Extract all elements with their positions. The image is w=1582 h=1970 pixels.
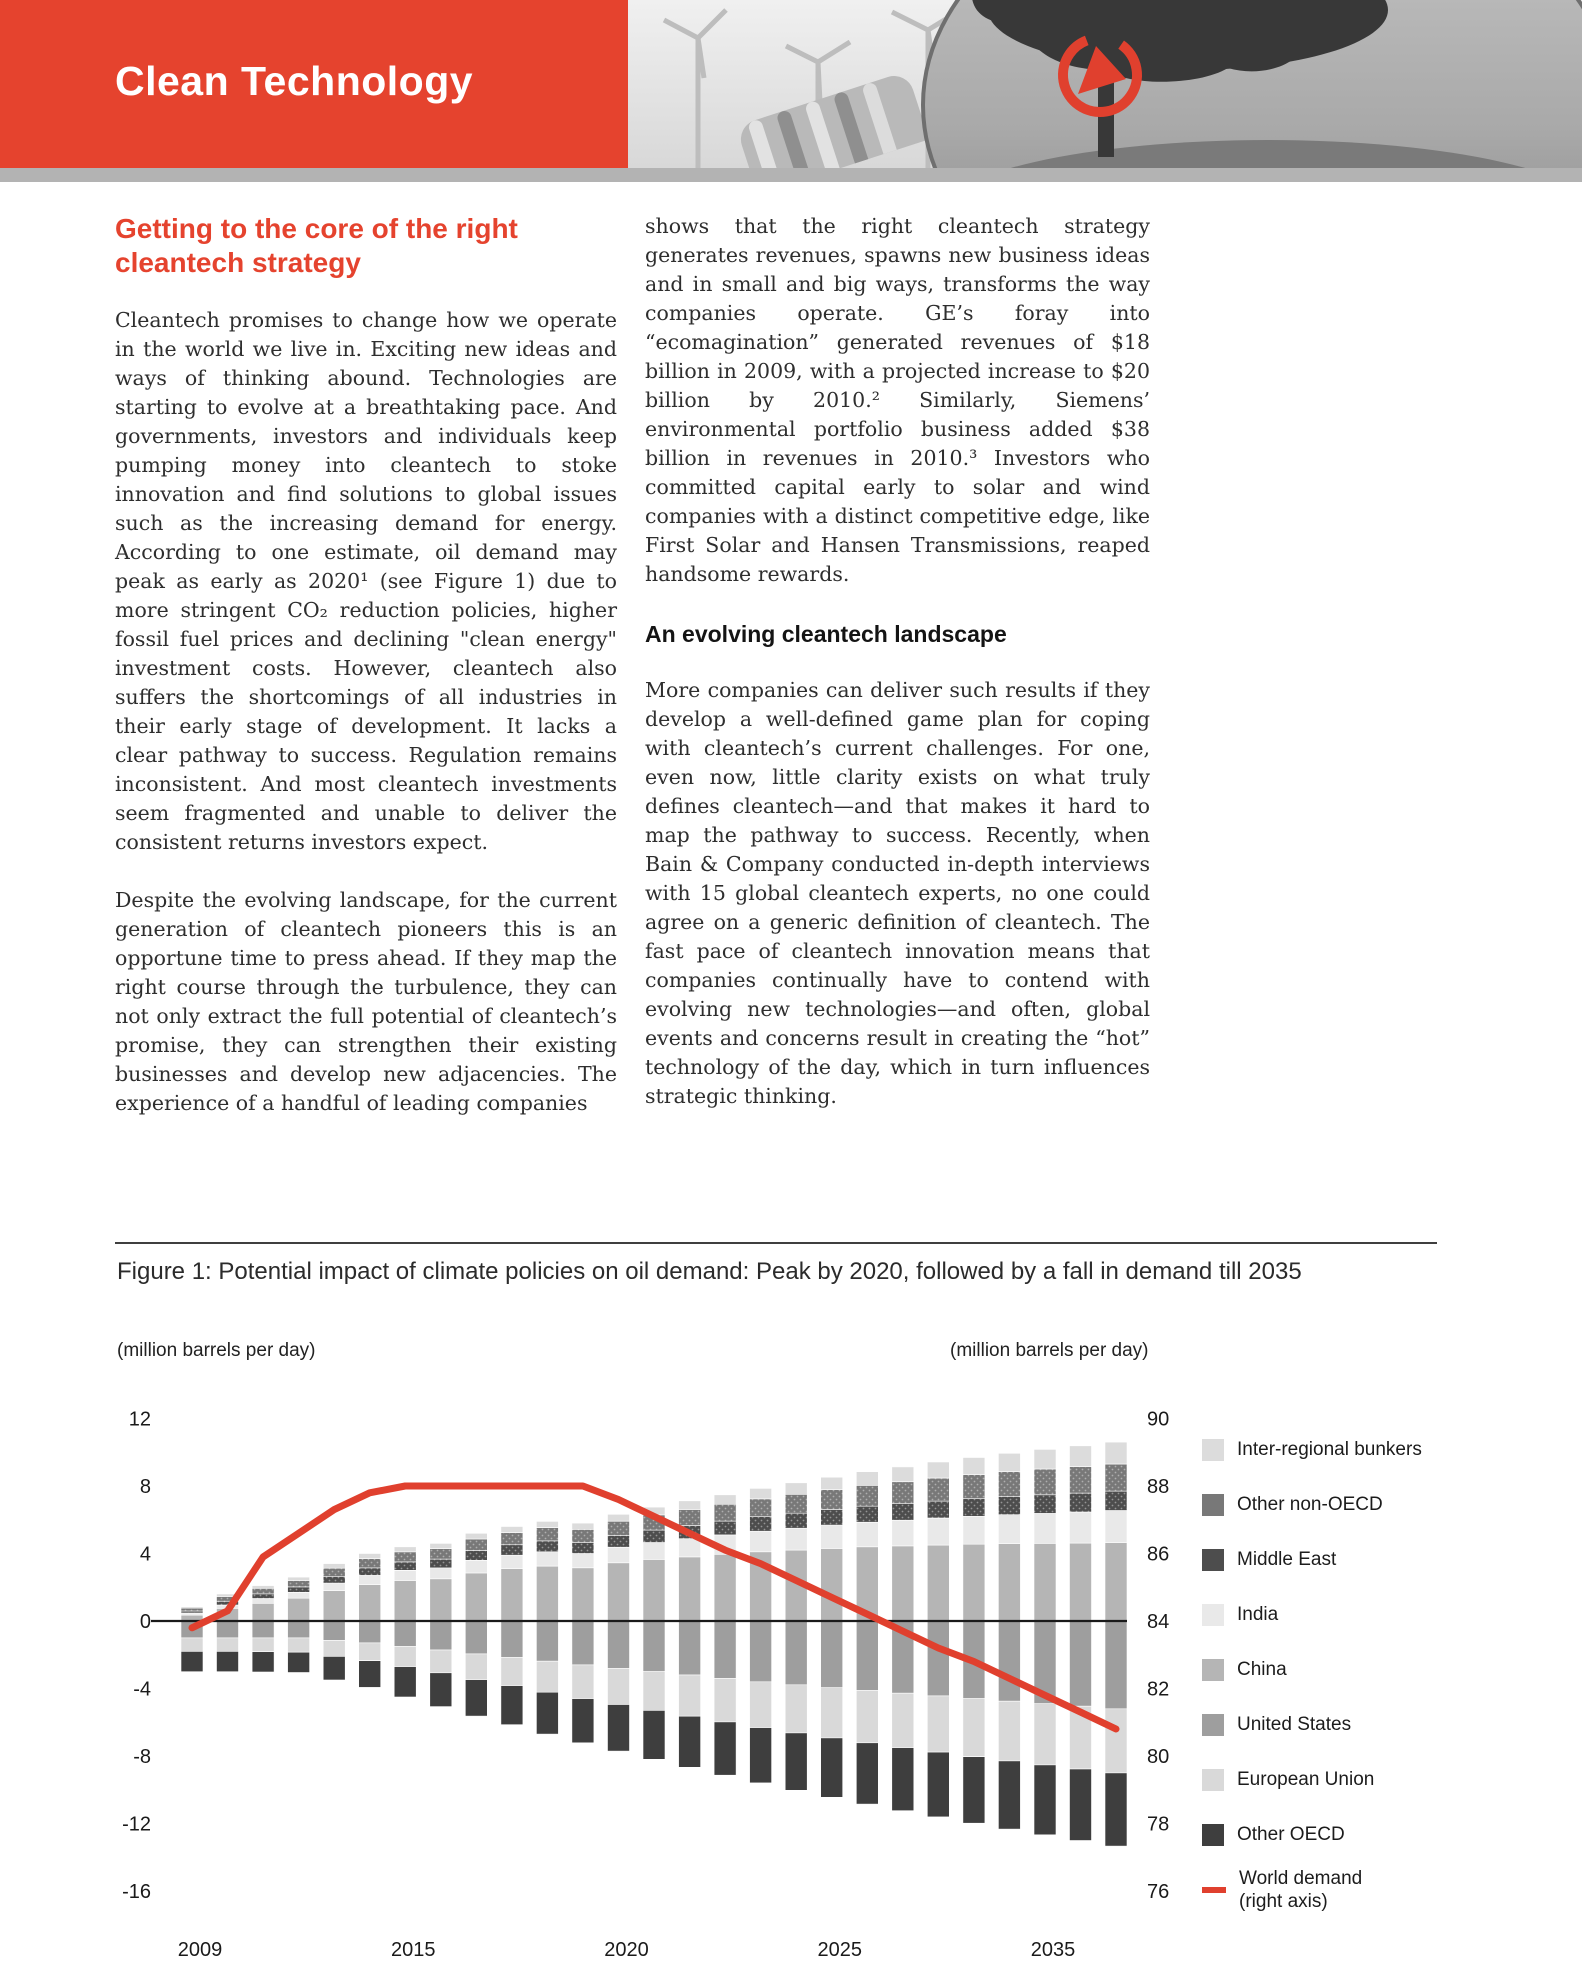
- bar-segment: [1070, 1543, 1092, 1621]
- x-axis-tick-label: 2015: [390, 1939, 436, 1961]
- legend-color-swatch: [1202, 1439, 1224, 1461]
- bar-segment: [785, 1528, 807, 1550]
- bar-segment: [501, 1545, 523, 1556]
- left-axis-tick-label: -4: [133, 1678, 151, 1701]
- bar-segment: [714, 1554, 736, 1621]
- bar-segment: [536, 1566, 558, 1621]
- bar-segment: [465, 1680, 487, 1717]
- legend-label: India: [1237, 1604, 1279, 1625]
- bar-segment: [1105, 1464, 1127, 1491]
- bar-segment: [1105, 1511, 1127, 1543]
- figure-caption: Figure 1: Potential impact of climate policies on oil demand: Peak by 2020, followed by a fall in demand till 2035: [117, 1258, 1302, 1285]
- bar-segment: [501, 1527, 523, 1533]
- bar-segment: [181, 1608, 203, 1611]
- bar-segment: [608, 1521, 630, 1535]
- bar-segment: [288, 1598, 310, 1621]
- bar-segment: [572, 1523, 594, 1529]
- bar-segment: [892, 1693, 914, 1747]
- bar-segment: [785, 1494, 807, 1513]
- bar-segment: [1070, 1769, 1092, 1841]
- bar-segment: [1070, 1621, 1092, 1706]
- bar-segment: [1034, 1469, 1056, 1495]
- bar-segment: [679, 1510, 701, 1526]
- bar-segment: [572, 1665, 594, 1699]
- header-divider-strip: [0, 168, 1582, 182]
- bar-segment: [359, 1575, 381, 1584]
- paragraph: Despite the evolving landscape, for the current generation of cleantech pioneers this is an opportune time to press ahead. If they map the right course through the turbulence, they can not only extract the full potential of cleantech’s promise, they can strengthen their existing businesses and develop new adjacencies. The experience of a handful of leading companies: [115, 888, 617, 1115]
- bar-segment: [750, 1621, 772, 1682]
- bar-segment: [359, 1621, 381, 1643]
- bar-segment: [323, 1564, 345, 1569]
- bar-segment: [323, 1576, 345, 1583]
- bar-segment: [750, 1531, 772, 1552]
- bar-segment: [536, 1661, 558, 1692]
- legend-item: [1202, 1752, 1452, 1807]
- bar-segment: [572, 1699, 594, 1743]
- bar-segment: [252, 1621, 274, 1638]
- bar-segment: [785, 1513, 807, 1528]
- bar-segment: [181, 1638, 203, 1652]
- right-axis-tick-label: 88: [1147, 1476, 1170, 1498]
- bar-segment: [821, 1510, 843, 1526]
- bar-segment: [465, 1621, 487, 1654]
- bar-segment: [892, 1748, 914, 1811]
- bar-segment: [785, 1685, 807, 1733]
- bar-segment: [643, 1672, 665, 1711]
- right-axis-tick-label: 78: [1147, 1813, 1170, 1836]
- bar-segment: [465, 1654, 487, 1680]
- bar-segment: [536, 1621, 558, 1661]
- bar-segment: [714, 1504, 736, 1521]
- bar-segment: [252, 1588, 274, 1594]
- bar-segment: [217, 1651, 239, 1671]
- bar-segment: [821, 1548, 843, 1621]
- bar-segment: [998, 1472, 1020, 1497]
- legend-item: [1202, 1422, 1452, 1477]
- x-axis-tick-label: 2035: [1030, 1939, 1076, 1961]
- bar-segment: [1105, 1442, 1127, 1464]
- bar-segment: [359, 1559, 381, 1568]
- bar-segment: [679, 1501, 701, 1510]
- bar-segment: [750, 1517, 772, 1532]
- bar-segment: [714, 1495, 736, 1505]
- bar-segment: [501, 1555, 523, 1569]
- legend-label: China: [1237, 1659, 1287, 1680]
- header-photo: [628, 0, 1582, 168]
- paragraph: More companies can deliver such results if they develop a well-defined game plan for coping with cleantech’s current challenges. For one, even now, little clarity exists on what truly defines cleantech—and that makes it hard to map the pathway to success. Recently, when Bain & Company conducted in-depth interviews with 15 global cleantech experts, no one could agree on a generic definition of cleantech. The fast pace of cleantech innovation means that companies continually have to contend with evolving new technologies—and often, global events and concerns result in creating the “hot” technology of the day, which in turn influences strategic thinking.: [645, 678, 1150, 1108]
- bar-segment: [963, 1544, 985, 1621]
- bar-segment: [181, 1613, 203, 1615]
- bar-segment: [821, 1477, 843, 1490]
- legend-color-swatch: [1202, 1714, 1224, 1736]
- bar-segment: [679, 1557, 701, 1621]
- bar-segment: [536, 1692, 558, 1734]
- bar-segment: [394, 1621, 416, 1646]
- bar-segment: [679, 1716, 701, 1767]
- right-axis-tick-label: 82: [1147, 1678, 1170, 1701]
- legend-label: United States: [1237, 1714, 1352, 1735]
- bar-segment: [821, 1621, 843, 1688]
- bar-segment: [252, 1599, 274, 1604]
- bar-segment: [998, 1544, 1020, 1621]
- bar-segment: [963, 1699, 985, 1757]
- bar-segment: [608, 1547, 630, 1563]
- bar-segment: [963, 1516, 985, 1544]
- bar-segment: [252, 1586, 274, 1589]
- bar-segment: [359, 1585, 381, 1621]
- bar-segment: [998, 1621, 1020, 1701]
- bar-segment: [1070, 1493, 1092, 1512]
- bar-segment: [785, 1483, 807, 1495]
- bar-segment: [536, 1528, 558, 1541]
- bar-segment: [856, 1691, 878, 1743]
- bar-segment: [856, 1472, 878, 1486]
- bar-segment: [679, 1675, 701, 1716]
- x-axis-tick-label: 2020: [604, 1939, 649, 1961]
- bar-segment: [430, 1621, 452, 1650]
- bar-segment: [1105, 1543, 1127, 1622]
- left-axis-tick-label: 8: [139, 1476, 151, 1498]
- bar-segment: [1034, 1513, 1056, 1543]
- bar-segment: [856, 1485, 878, 1506]
- bar-segment: [394, 1570, 416, 1580]
- legend-item: [1202, 1862, 1452, 1917]
- bar-segment: [501, 1621, 523, 1657]
- bar-segment: [501, 1657, 523, 1685]
- bar-segment: [643, 1530, 665, 1543]
- bar-segment: [714, 1678, 736, 1722]
- bar-segment: [288, 1638, 310, 1652]
- bar-segment: [394, 1667, 416, 1697]
- right-axis-tick-label: 80: [1147, 1746, 1170, 1768]
- bar-segment: [252, 1603, 274, 1621]
- bar-segment: [998, 1497, 1020, 1515]
- figure-divider: [115, 1242, 1437, 1244]
- bar-segment: [288, 1577, 310, 1580]
- left-axis-tick-label: 0: [139, 1611, 151, 1633]
- bar-segment: [856, 1621, 878, 1691]
- bar-segment: [252, 1594, 274, 1599]
- right-axis-tick-label: 76: [1147, 1881, 1170, 1903]
- legend-item: [1202, 1697, 1452, 1752]
- bar-segment: [608, 1563, 630, 1621]
- bar-segment: [217, 1638, 239, 1652]
- bar-segment: [608, 1514, 630, 1521]
- bar-segment: [465, 1533, 487, 1539]
- legend-label: Inter-regional bunkers: [1237, 1439, 1422, 1460]
- bar-segment: [1034, 1704, 1056, 1765]
- bar-segment: [572, 1543, 594, 1554]
- bar-segment: [252, 1638, 274, 1652]
- bar-segment: [643, 1559, 665, 1621]
- right-axis-tick-label: 86: [1147, 1543, 1170, 1566]
- bar-segment: [217, 1621, 239, 1638]
- bar-segment: [714, 1621, 736, 1678]
- bar-segment: [323, 1621, 345, 1640]
- header-banner: [0, 0, 628, 168]
- bar-segment: [785, 1733, 807, 1790]
- x-axis-tick-label: 2025: [817, 1939, 862, 1961]
- section-subheading: An evolving cleantech landscape: [645, 621, 1007, 647]
- bar-segment: [394, 1562, 416, 1570]
- legend-item: [1202, 1807, 1452, 1862]
- bar-segment: [323, 1591, 345, 1621]
- legend-color-swatch: [1202, 1769, 1224, 1791]
- bar-segment: [181, 1607, 203, 1608]
- bar-segment: [998, 1515, 1020, 1544]
- bar-segment: [1105, 1773, 1127, 1846]
- left-axis-tick-label: -16: [122, 1881, 151, 1903]
- right-axis-tick-label: 84: [1147, 1611, 1170, 1633]
- bar-segment: [927, 1621, 949, 1696]
- legend-label: Other non-OECD: [1237, 1494, 1383, 1515]
- bar-segment: [856, 1743, 878, 1804]
- bar-segment: [821, 1738, 843, 1797]
- bar-segment: [430, 1549, 452, 1560]
- bar-segment: [608, 1668, 630, 1704]
- bar-segment: [963, 1757, 985, 1824]
- bar-segment: [643, 1710, 665, 1759]
- bar-segment: [323, 1583, 345, 1591]
- bar-segment: [1070, 1446, 1092, 1467]
- bar-segment: [963, 1458, 985, 1475]
- bar-segment: [821, 1490, 843, 1510]
- bar-segment: [252, 1652, 274, 1672]
- bar-segment: [927, 1462, 949, 1478]
- bar-segment: [1034, 1543, 1056, 1621]
- bar-segment: [608, 1535, 630, 1547]
- legend-color-swatch: [1202, 1604, 1224, 1626]
- bar-segment: [750, 1682, 772, 1728]
- bar-segment: [892, 1546, 914, 1621]
- bar-segment: [359, 1554, 381, 1559]
- bar-segment: [1105, 1709, 1127, 1773]
- chart-legend: [1202, 1422, 1452, 1917]
- paragraph: shows that the right cleantech strategy generates revenues, spawns new business ideas and in small and big ways, transforms the way companies operate. GE’s foray into “ecomagination” generated revenues of $18 billion in 2009, with a projected increase to $20 billion by 2010.² Similarly, Siemens’ environmental portfolio business added $38 billion in revenues in 2010.³ Investors who committed capital early to solar and wind companies with a distinct competitive edge, like First Solar and Hansen Transmissions, reaped handsome rewards.: [645, 214, 1150, 586]
- bar-segment: [288, 1652, 310, 1672]
- figure-1: [115, 1242, 1460, 1970]
- bar-segment: [750, 1499, 772, 1517]
- bar-segment: [323, 1656, 345, 1680]
- bar-segment: [394, 1547, 416, 1552]
- left-axis-tick-label: 12: [128, 1408, 151, 1431]
- bar-segment: [927, 1518, 949, 1545]
- bar-segment: [430, 1650, 452, 1673]
- bar-segment: [181, 1651, 203, 1671]
- bar-segment: [963, 1475, 985, 1499]
- left-axis-tick-label: 4: [139, 1543, 151, 1566]
- bar-segment: [1034, 1495, 1056, 1514]
- bar-segment: [465, 1539, 487, 1551]
- bar-segment: [288, 1587, 310, 1592]
- bar-segment: [927, 1501, 949, 1518]
- bar-segment: [430, 1543, 452, 1548]
- bar-segment: [323, 1568, 345, 1576]
- bar-segment: [572, 1529, 594, 1542]
- bar-segment: [465, 1551, 487, 1561]
- bar-segment: [963, 1499, 985, 1517]
- bar-segment: [181, 1611, 203, 1613]
- legend-item: [1202, 1532, 1452, 1587]
- legend-label: Other OECD: [1237, 1824, 1345, 1845]
- bar-segment: [821, 1525, 843, 1548]
- bar-segment: [643, 1621, 665, 1672]
- bar-segment: [1105, 1621, 1127, 1709]
- bar-segment: [927, 1545, 949, 1621]
- legend-color-swatch: [1202, 1824, 1224, 1846]
- bar-segment: [572, 1568, 594, 1621]
- bar-segment: [430, 1568, 452, 1579]
- bar-segment: [679, 1621, 701, 1675]
- bar-segment: [359, 1643, 381, 1661]
- paragraph: Cleantech promises to change how we operate in the world we live in. Exciting new ideas and ways of thinking abound. Technologies are starting to evolve at a breathtaking pace. And governments, investors and individuals keep pumping money into cleantech to stoke innovation and find solutions to global issues such as the increasing demand for energy. According to one estimate, oil demand may peak as early as 2020¹ (see Figure 1) due to more stringent CO₂ reduction policies, higher fossil fuel prices and declining "clean energy" investment costs. However, cleantech also suffers the shortcomings of all industries in their early stage of development. It lacks a clear pathway to success. Regulation remains inconsistent. And most cleantech investments seem fragmented and unable to deliver the consistent returns investors expect.: [115, 308, 617, 854]
- bar-segment: [288, 1621, 310, 1638]
- bar-segment: [927, 1752, 949, 1817]
- article-heading: Getting to the core of the right cleantech strategy: [115, 213, 518, 278]
- article-right-column: [645, 212, 1150, 1140]
- bar-segment: [465, 1573, 487, 1621]
- bar-segment: [750, 1488, 772, 1499]
- bar-segment: [501, 1569, 523, 1621]
- bar-segment: [714, 1722, 736, 1775]
- bar-segment: [1070, 1512, 1092, 1543]
- bar-segment: [892, 1504, 914, 1521]
- bar-segment: [288, 1592, 310, 1598]
- bar-segment: [998, 1453, 1020, 1471]
- legend-color-swatch: [1202, 1494, 1224, 1516]
- bar-segment: [465, 1560, 487, 1573]
- legend-label: Middle East: [1237, 1549, 1337, 1570]
- bar-segment: [785, 1621, 807, 1685]
- bar-segment: [714, 1521, 736, 1535]
- bar-segment: [1034, 1765, 1056, 1835]
- bar-segment: [572, 1554, 594, 1568]
- legend-color-swatch: [1202, 1659, 1224, 1681]
- bar-segment: [998, 1761, 1020, 1829]
- article-left-column: [115, 212, 617, 1147]
- bar-segment: [643, 1543, 665, 1560]
- bar-segment: [430, 1579, 452, 1621]
- bar-segment: [679, 1539, 701, 1557]
- bar-segment: [892, 1520, 914, 1546]
- bar-segment: [750, 1728, 772, 1783]
- bar-segment: [927, 1696, 949, 1752]
- bar-segment: [856, 1506, 878, 1522]
- legend-item: [1202, 1642, 1452, 1697]
- bar-segment: [501, 1533, 523, 1545]
- bar-segment: [572, 1621, 594, 1665]
- bar-segment: [998, 1701, 1020, 1761]
- x-axis-tick-label: 2009: [177, 1939, 223, 1961]
- bar-segment: [1105, 1491, 1127, 1510]
- legend-color-swatch: [1202, 1549, 1224, 1571]
- bar-segment: [323, 1640, 345, 1656]
- bar-segment: [927, 1478, 949, 1501]
- bar-segment: [394, 1552, 416, 1562]
- page-title: Clean Technology: [115, 58, 474, 104]
- legend-label: World demand (right axis): [1239, 1867, 1363, 1912]
- bar-segment: [359, 1661, 381, 1688]
- legend-item: [1202, 1477, 1452, 1532]
- bar-segment: [608, 1705, 630, 1752]
- bar-segment: [359, 1568, 381, 1576]
- legend-line-swatch: [1202, 1887, 1226, 1893]
- bar-segment: [394, 1581, 416, 1622]
- right-axis-tick-label: 90: [1147, 1408, 1170, 1431]
- bar-segment: [288, 1581, 310, 1587]
- legend-label: European Union: [1237, 1769, 1375, 1790]
- bar-segment: [536, 1541, 558, 1552]
- bar-segment: [536, 1521, 558, 1527]
- bar-segment: [1070, 1467, 1092, 1494]
- bar-segment: [536, 1552, 558, 1566]
- bar-segment: [1034, 1449, 1056, 1469]
- bar-segment: [430, 1673, 452, 1707]
- left-axis-tick-label: -12: [122, 1813, 151, 1836]
- bar-segment: [394, 1646, 416, 1666]
- bar-segment: [856, 1522, 878, 1547]
- bar-segment: [821, 1688, 843, 1738]
- bar-segment: [501, 1686, 523, 1725]
- lightbulb-tree-photo: [628, 0, 1582, 168]
- bar-segment: [892, 1467, 914, 1482]
- bar-segment: [892, 1482, 914, 1504]
- bar-segment: [608, 1621, 630, 1668]
- bar-segment: [430, 1559, 452, 1568]
- right-axis-unit-label: (million barrels per day): [950, 1340, 1149, 1361]
- left-axis-tick-label: -8: [133, 1746, 151, 1768]
- left-axis-unit-label: (million barrels per day): [117, 1340, 316, 1361]
- legend-item: [1202, 1587, 1452, 1642]
